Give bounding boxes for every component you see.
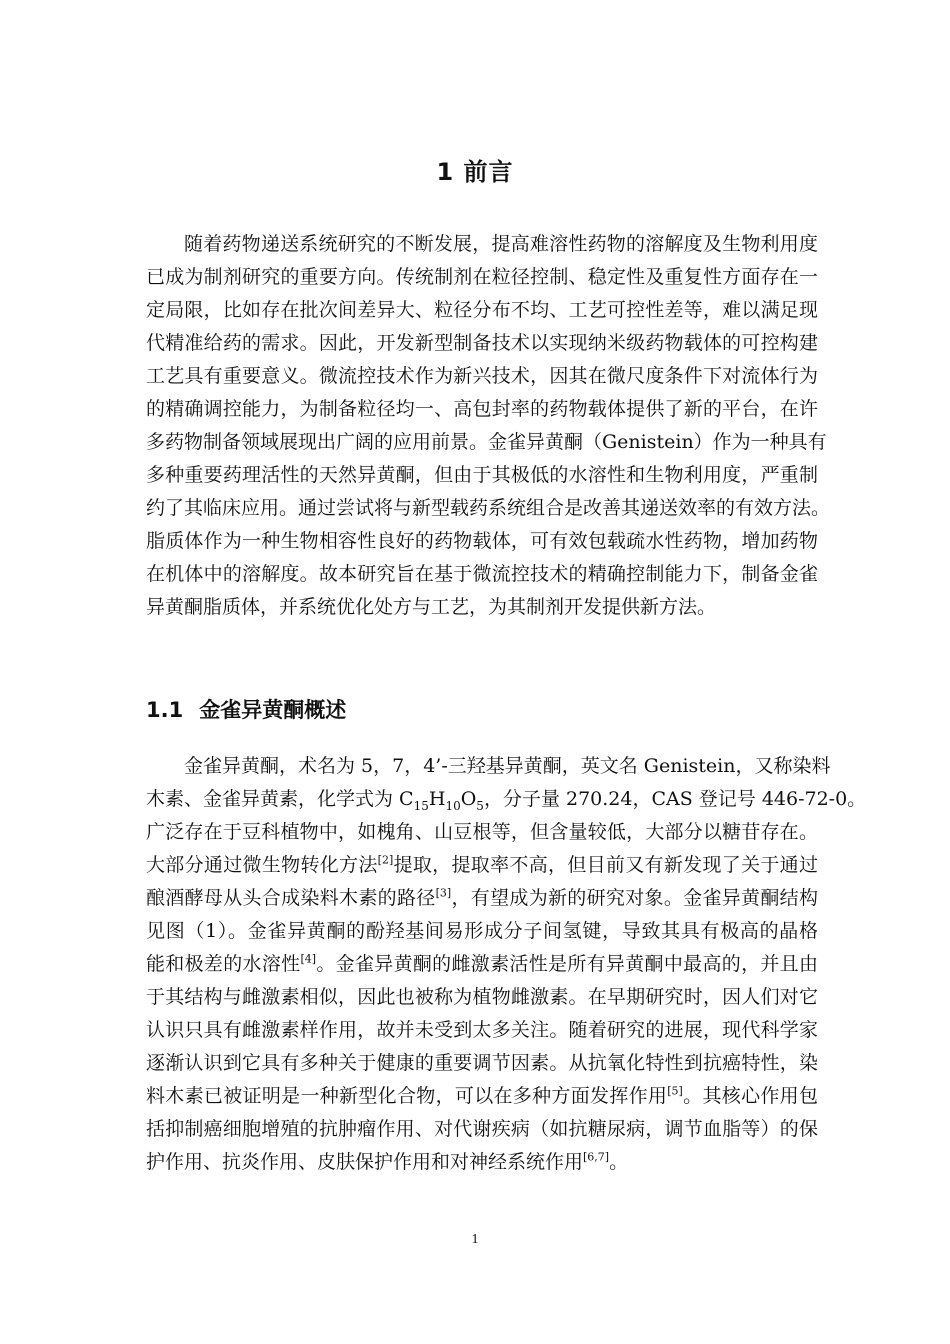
intro-line: 定局限，比如存在批次间差异大、粒径分布不均、工艺可控性差等，难以满足现 bbox=[146, 299, 818, 321]
body-line: 括抑制癌细胞增殖的抗肿瘤作用、对代谢疾病（如抗糖尿病，调节血脂等）的保 bbox=[146, 1118, 818, 1140]
intro-line: 代精准给药的需求。因此，开发新型制备技术以实现纳米级药物载体的可控构建 bbox=[146, 332, 818, 354]
section-heading bbox=[146, 694, 346, 724]
section-number: 1.1 bbox=[146, 698, 184, 722]
body-line: 大部分通过微生物转化方法[2]提取，提取率不高，但目前又有新发现了关于通过 bbox=[146, 853, 818, 876]
intro-line: 在机体中的溶解度。故本研究旨在基于微流控技术的精确控制能力下，制备金雀 bbox=[146, 563, 818, 585]
page-number: 1 bbox=[471, 1232, 479, 1247]
intro-line: 约了其临床应用。通过尝试将与新型载药系统组合是改善其递送效率的有效方法。 bbox=[146, 497, 831, 519]
body-line: 能和极差的水溶性[4]。金雀异黄酮的雌激素活性是所有异黄酮中最高的，并且由 bbox=[146, 952, 818, 975]
page-title: 1 前言 bbox=[436, 158, 514, 186]
body-line: 料木素已被证明是一种新型化合物，可以在多种方面发挥作用[5]。其核心作用包 bbox=[146, 1084, 818, 1107]
body-line: 认识只具有雌激素样作用，故并未受到太多关注。随着研究的进展，现代科学家 bbox=[146, 1019, 818, 1041]
intro-line: 异黄酮脂质体，并系统优化处方与工艺，为其制剂开发提供新方法。 bbox=[146, 596, 717, 618]
body-line: 金雀异黄酮，术名为 5，7，4’-三羟基异黄酮，英文名 Genistein，又称染料 bbox=[184, 755, 831, 777]
intro-line: 多药物制备领域展现出广阔的应用前景。金雀异黄酮（Genistein）作为一种具有 bbox=[146, 431, 827, 453]
intro-line: 工艺具有重要意义。微流控技术作为新兴技术，因其在微尺度条件下对流体行为 bbox=[146, 365, 818, 387]
citation: [6,7] bbox=[583, 1150, 610, 1164]
body-line: 护作用、抗炎作用、皮肤保护作用和对神经系统作用[6,7]。 bbox=[146, 1150, 629, 1173]
body-line: 酿酒酵母从头合成染料木素的路径[3]，有望成为新的研究对象。金雀异黄酮结构 bbox=[146, 886, 818, 909]
body-line: 于其结构与雌激素相似，因此也被称为植物雌激素。在早期研究时，因人们对它 bbox=[146, 986, 818, 1008]
intro-line: 随着药物递送系统研究的不断发展，提高难溶性药物的溶解度及生物利用度 bbox=[184, 233, 818, 255]
body-line: 见图（1）。金雀异黄酮的酚羟基间易形成分子间氢键，导致其具有极高的晶格 bbox=[146, 920, 818, 942]
intro-line: 多种重要药理活性的天然异黄酮，但由于其极低的水溶性和生物利用度，严重制 bbox=[146, 464, 818, 486]
intro-line: 脂质体作为一种生物相容性良好的药物载体，可有效包载疏水性药物，增加药物 bbox=[146, 530, 818, 552]
citation: [3] bbox=[435, 886, 452, 900]
intro-line: 已成为制剂研究的重要方向。传统制剂在粒径控制、稳定性及重复性方面存在一 bbox=[146, 266, 818, 288]
intro-line: 的精确调控能力，为制备粒径均一、高包封率的药物载体提供了新的平台，在许 bbox=[146, 398, 818, 420]
body-line: 逐渐认识到它具有多种关于健康的重要调节因素。从抗氧化特性到抗癌特性，染 bbox=[146, 1052, 818, 1074]
citation: [5] bbox=[667, 1084, 683, 1098]
section-title: 金雀异黄酮概述 bbox=[199, 698, 347, 722]
body-line: 广泛存在于豆科植物中，如槐角、山豆根等，但含量较低，大部分以糖苷存在。 bbox=[146, 821, 818, 843]
citation: [2] bbox=[377, 853, 394, 867]
citation: [4] bbox=[300, 952, 317, 966]
intro-paragraph bbox=[146, 228, 831, 624]
body-line: 木素、金雀异黄素，化学式为 $C_{15}H_{10}O_5$，分子量 270.24，CAS 登记号 446-72-0。 bbox=[146, 788, 867, 813]
genistein-paragraph bbox=[146, 750, 867, 1179]
